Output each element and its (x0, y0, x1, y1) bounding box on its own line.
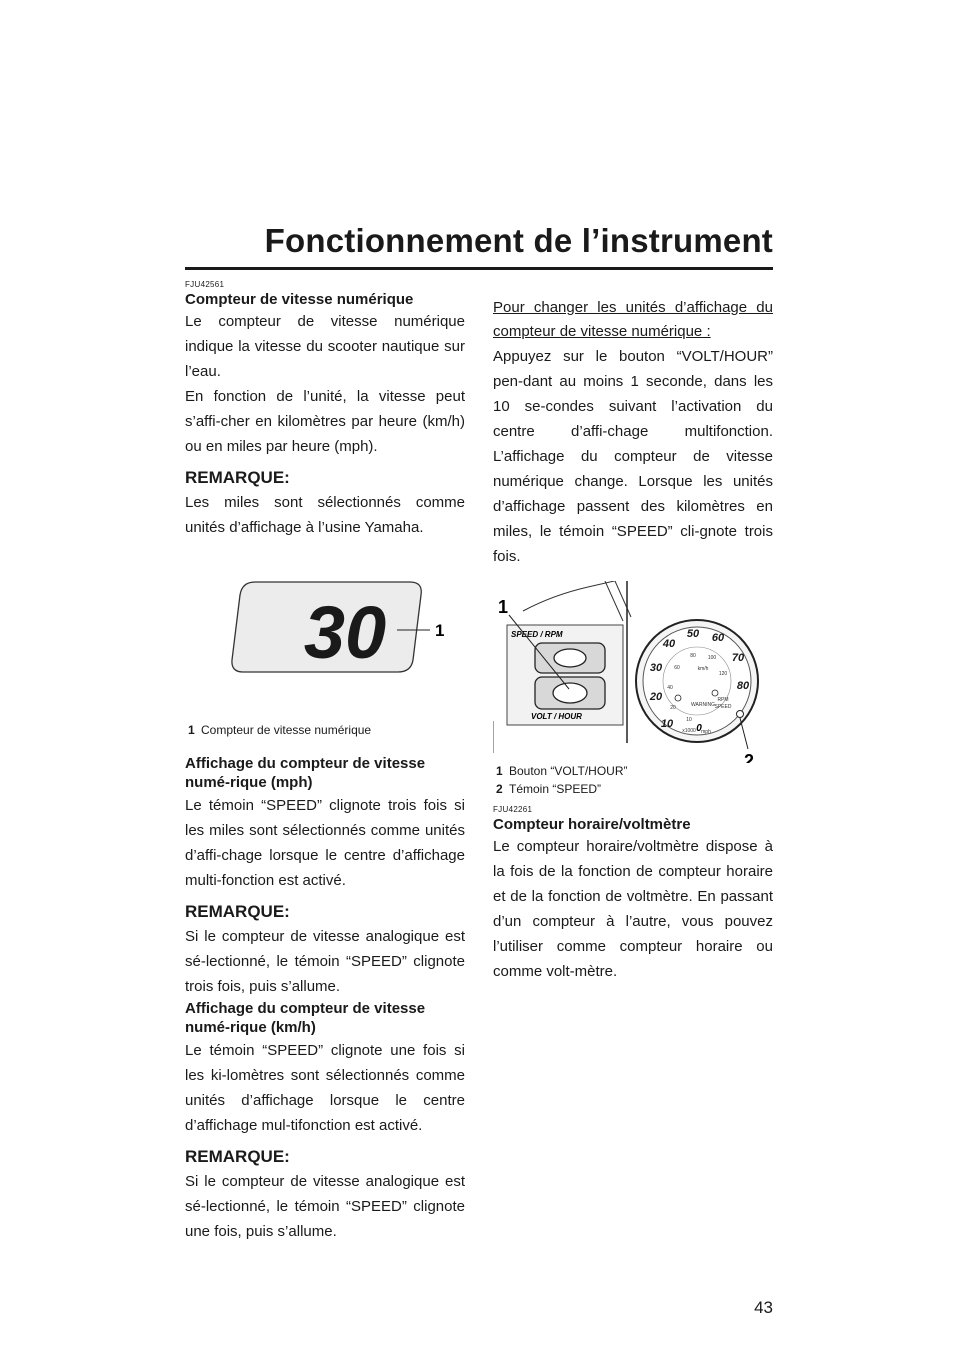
svg-text:x1000: x1000 (682, 728, 696, 734)
instrument-panel-figure (493, 581, 773, 801)
section-code: FJU42561 (185, 280, 225, 289)
section-heading: Compteur horaire/voltmètre (493, 816, 691, 833)
svg-text:60: 60 (674, 665, 680, 671)
speed-rpm-label: SPEED / RPM (511, 630, 563, 639)
title-rule (185, 267, 773, 270)
procedure-title: Pour changer les unités d’affichage du compteur de vitesse numérique : (493, 299, 773, 340)
callout-number: 1 (435, 621, 445, 640)
lcd-display-illustration (185, 570, 465, 720)
figure-caption: 1 Bouton “VOLT/HOUR” (496, 764, 628, 778)
svg-text:km/h: km/h (697, 666, 709, 672)
svg-text:80: 80 (736, 680, 750, 692)
svg-text:SPEED: SPEED (714, 704, 732, 710)
svg-text:50: 50 (686, 628, 700, 640)
svg-text:0: 0 (696, 723, 702, 734)
figure-caption: 2 Témoin “SPEED” (496, 782, 602, 796)
instrument-panel-illustration (493, 581, 773, 763)
note-title: REMARQUE: (185, 468, 290, 487)
digital-speed-figure (185, 570, 465, 750)
page-number: 43 (754, 1298, 773, 1317)
svg-text:10: 10 (660, 718, 674, 730)
callout-number: 2 (744, 751, 755, 763)
svg-text:20: 20 (670, 705, 676, 711)
figure-caption: 1 Compteur de vitesse numérique (188, 723, 372, 737)
paragraph: Le compteur horaire/voltmètre dispose à la fois de la fonction de compteur horaire et de la fonction de voltmètre. En passant d’un compteur à l’autre, vous pouvez l’utiliser comme compteur horaire ou comme volt-mètre. (493, 838, 773, 980)
svg-text:30: 30 (649, 662, 663, 674)
section-code: FJU42261 (493, 805, 533, 814)
section-heading: Compteur de vitesse numérique (185, 291, 414, 308)
right-column (493, 296, 773, 984)
svg-text:40: 40 (662, 638, 676, 650)
note-text: Si le compteur de vitesse analogique est sé-lectionné, le témoin “SPEED” clignote trois fois, puis s’allume. (185, 928, 465, 995)
volt-hour-label: VOLT / HOUR (531, 712, 582, 721)
svg-text:80: 80 (690, 653, 696, 659)
paragraph: En fonction de l’unité, la vitesse peut s’affi-cher en kilomètres par heure (km/h) ou en miles par heure (mph). (185, 388, 465, 455)
subheading: Affichage du compteur de vitesse numé-rique (mph) (185, 755, 426, 791)
callout-number: 1 (498, 597, 509, 617)
svg-text:mph: mph (701, 729, 711, 735)
svg-text:10: 10 (686, 717, 692, 723)
paragraph: Le compteur de vitesse numérique indique la vitesse du scooter nautique sur l’eau. (185, 313, 465, 380)
paragraph: Le témoin “SPEED” clignote une fois si les ki-lomètres sont sélectionnés comme unités d’affichage lorsque le centre d’affichage mul-tifonction est activé. (185, 1042, 465, 1134)
subheading: Affichage du compteur de vitesse numé-rique (km/h) (185, 1000, 426, 1036)
svg-text:WARNING: WARNING (691, 702, 715, 708)
left-column (185, 280, 465, 1244)
paragraph: Appuyez sur le bouton “VOLT/HOUR” pen-dant au moins 1 seconde, dans les 10 se-condes suivant l’activation du centre d’affi-chage multifonction. L’affichage du compteur de vitesse numérique change. Lorsque les unités d’affichage passent des kilomètres en miles, le témoin “SPEED” cli-gnote trois fois. (493, 348, 773, 565)
page-title: Fonctionnement de l’instrument (264, 222, 773, 259)
paragraph: Le témoin “SPEED” clignote trois fois si les miles sont sélectionnés comme unités d’affi-chage lorsque le centre d’affichage multi-fonction est activé. (185, 797, 465, 889)
svg-text:70: 70 (731, 652, 745, 664)
note-title: REMARQUE: (185, 1147, 290, 1166)
svg-text:120: 120 (718, 671, 728, 677)
svg-text:60: 60 (711, 632, 725, 644)
note-text: Si le compteur de vitesse analogique est sé-lectionné, le témoin “SPEED” clignote une fois, puis s’allume. (185, 1173, 465, 1240)
note-text: Les miles sont sélectionnés comme unités d’affichage à l’usine Yamaha. (185, 494, 465, 536)
svg-text:100: 100 (707, 655, 717, 661)
svg-text:40: 40 (667, 685, 673, 691)
svg-text:RPM: RPM (717, 697, 729, 703)
speed-indicator-lamp (737, 711, 744, 718)
note-title: REMARQUE: (185, 902, 290, 921)
svg-text:20: 20 (649, 691, 663, 703)
speed-digits: 30 (303, 591, 387, 674)
